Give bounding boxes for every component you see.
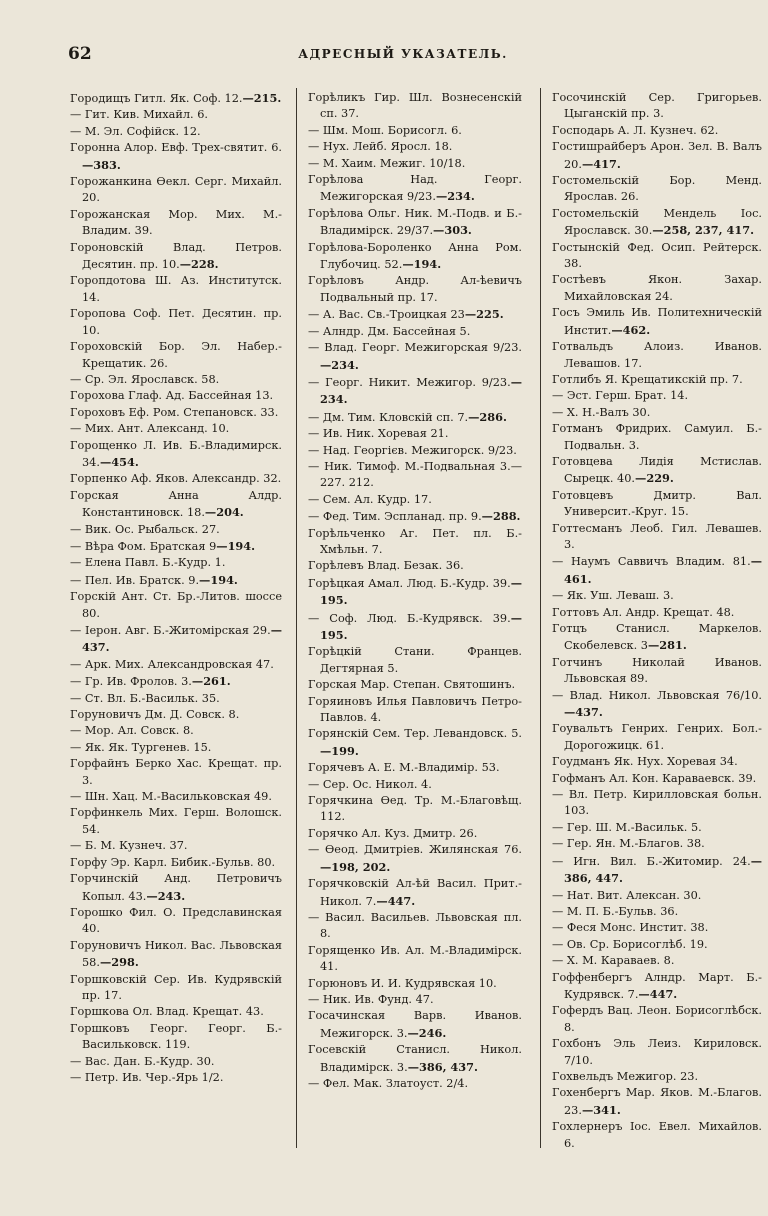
directory-entry: Горфинкель Мих. Герш. Волошск. 54. — [70, 806, 282, 836]
directory-entry: Гоффенбергъ Алндр. Март. Б.-Кудрявск. 7.—447. — [552, 970, 762, 1001]
directory-entry: — Фел. Мак. Златоуст. 2/4. — [308, 1076, 469, 1090]
directory-entry: Готтесманъ Леоб. Гил. Левашев. 3. — [552, 521, 762, 551]
directory-entry: Горященко Ив. Ал. М.-Владимірск. 41. — [308, 943, 522, 974]
directory-entry: Готовцева Лидія Мстислав. Сырецк. 40.—229. — [552, 454, 762, 486]
directory-entry: — Нат. Вит. Алексан. 30. — [552, 888, 702, 902]
directory-entry: Гостомельскій Бор. Менд. Ярослав. 26. — [552, 174, 762, 204]
directory-entry: — Шм. Мош. Борисогл. 6. — [308, 123, 462, 137]
directory-entry: Горюновъ И. И. Кудрявская 10. — [308, 976, 497, 990]
directory-entry: Госочинскій Сер. Григорьев. Цыганскій пр. 3. — [552, 91, 762, 121]
directory-entry: — Гер. Ш. М.-Васильк. 5. — [552, 820, 702, 834]
directory-entry: — Над. Георгієв. Межигорск. 9/23. — [308, 443, 517, 457]
directory-entry: Горячко Ал. Куз. Дмитр. 26. — [308, 826, 478, 840]
directory-entry: — М. П. Б.-Бульв. 36. — [552, 904, 679, 918]
directory-entry: Горпенко Аф. Яков. Александр. 32. — [70, 472, 282, 486]
directory-entry: Готманъ Фридрих. Самуил. Б.-Подвальн. 3. — [552, 422, 762, 452]
directory-entry: — Елена Павл. Б.-Кудр. 1. — [70, 556, 226, 570]
directory-entry: Горѣльченко Аг. Пет. пл. Б.-Хмѣльн. 7. — [308, 526, 522, 556]
directory-entry: Горѣцкая Амал. Люд. Б.-Кудр. 39.—195. — [308, 575, 522, 608]
directory-entry: Горячкина Өед. Тр. М.-Благовѣщ. 112. — [308, 794, 522, 824]
directory-entry: — Наумъ Саввичъ Владим. 81.—461. — [552, 554, 762, 586]
directory-entry: — Х. М. Караваев. 8. — [552, 954, 675, 968]
directory-entry: Госевскій Станисл. Никол. Владимірск. 3.—386, 437. — [308, 1043, 522, 1074]
directory-entry: Горфу Эр. Карл. Бибик.-Бульв. 80. — [70, 855, 276, 869]
page-header — [68, 44, 738, 68]
directory-entry: — Пел. Ив. Братск. 9.—194. — [70, 572, 238, 587]
directory-entry: — М. Хаим. Межиг. 10/18. — [308, 156, 466, 170]
directory-entry: Гостомельскій Мендель Іос. Ярославск. 30.—258, 237, 417. — [552, 206, 762, 238]
directory-entry: Горфайнъ Берко Хас. Крещат. пр. 3. — [70, 757, 282, 787]
directory-entry: Горшковъ Георг. Георг. Б.-Васильковск. 119. — [70, 1021, 282, 1052]
directory-entry: — Дм. Тим. Кловскій сп. 7.—286. — [308, 409, 507, 424]
directory-entry: Горопова Соф. Пет. Десятин. пр. 10. — [70, 307, 282, 337]
directory-entry: — Іерон. Авг. Б.-Житомірская 29.—437. — [70, 623, 282, 655]
directory-entry: Горуновичъ Дм. Д. Совск. 8. — [70, 708, 240, 722]
directory-entry: Горохова Глаф. Ад. Бассейная 13. — [70, 389, 274, 403]
directory-entry: Гохлернеръ Іос. Евел. Михайлов. 6. — [552, 1120, 762, 1150]
directory-entry: — Як. Як. Тургенев. 15. — [70, 740, 212, 754]
column-1 — [70, 90, 282, 1086]
directory-entry: Госъ Эмиль Ив. Политехническій Инстит.—462. — [552, 306, 762, 337]
directory-entry: Готчинъ Николай Иванов. Львовская 89. — [552, 655, 762, 686]
directory-entry: — Фед. Тим. Эспланад. пр. 9.—288. — [308, 509, 521, 524]
directory-entry: — Як. Уш. Леваш. 3. — [552, 589, 674, 603]
directory-entry: Гохенбергъ Мар. Яков. М.-Благов. 23.—341. — [552, 1086, 762, 1117]
directory-entry: Господарь А. Л. Кузнеч. 62. — [552, 123, 719, 137]
directory-entry: — Петр. Ив. Чер.-Ярь 1/2. — [70, 1070, 224, 1084]
directory-entry: Горуновичъ Никол. Вас. Львовская 58.—298. — [70, 938, 282, 970]
directory-entry: — Васил. Васильев. Львовская пл. 8. — [308, 910, 522, 941]
directory-entry: Горѣликъ Гир. Шл. Вознесенскій сп. 37. — [308, 91, 522, 121]
directory-entry: Гоувальтъ Генрих. Генрих. Бол.-Дорогожицк. 61. — [552, 722, 762, 752]
directory-entry: — Сер. Ос. Никол. 4. — [308, 777, 432, 791]
directory-entry: — А. Вас. Св.-Троицкая 23—225. — [308, 307, 504, 322]
directory-entry: — Георг. Никит. Межигор. 9/23.—234. — [308, 374, 522, 407]
directory-entry: — Мор. Ал. Совск. 8. — [70, 724, 194, 738]
directory-entry: — Вѣра Фом. Братская 9—194. — [70, 538, 256, 553]
directory-entry: — Шн. Хац. М.-Васильковская 49. — [70, 790, 272, 804]
directory-entry: Гохбонъ Эль Леиз. Кириловск. 7/10. — [552, 1037, 762, 1067]
directory-entry: Готтовъ Ал. Андр. Крещат. 48. — [552, 605, 735, 619]
directory-entry: Горская Анна Алдр. Константиновск. 18.—204. — [70, 488, 282, 520]
directory-entry: Гороновскій Влад. Петров. Десятин. пр. 10.—228. — [70, 240, 282, 272]
directory-entry: Гофердъ Вац. Леон. Борисоглѣбск. 8. — [552, 1004, 762, 1034]
directory-entry: — Вик. Ос. Рыбальск. 27. — [70, 522, 220, 536]
directory-entry: — Влад. Никол. Львовская 76/10.—437. — [552, 688, 762, 720]
directory-entry: — Арк. Мих. Александровская 47. — [70, 657, 274, 671]
directory-entry: — Гит. Кив. Михайл. 6. — [70, 108, 209, 122]
directory-entry: — М. Эл. Софійск. 12. — [70, 124, 201, 138]
directory-entry: — Нух. Лейб. Яросл. 18. — [308, 140, 453, 154]
column-3 — [552, 90, 762, 1152]
directory-entry: Горѣцкій Стани. Францев. Дегтярная 5. — [308, 645, 522, 675]
directory-entry: Горѣлова-Бороленко Анна Ром. Глубочиц. 52.—194. — [308, 240, 522, 272]
directory-entry: — Б. М. Кузнеч. 37. — [70, 839, 188, 853]
directory-entry: — Гер. Ян. М.-Благов. 38. — [552, 837, 705, 851]
directory-entry: — Сем. Ал. Кудр. 17. — [308, 492, 432, 506]
directory-entry: Горяиновъ Илья Павловичъ Петро-Павлов. 4. — [308, 694, 522, 725]
directory-entry: — Вл. Петр. Кирилловская больн. 103. — [552, 788, 762, 818]
directory-entry: Гостѣевъ Якон. Захар. Михайловская 24. — [552, 273, 762, 303]
column-2 — [308, 90, 522, 1092]
directory-entry: Горожанская Мор. Мих. М.-Владим. 39. — [70, 207, 282, 238]
directory-entry: — Ст. Вл. Б.-Васильк. 35. — [70, 691, 220, 705]
directory-entry: Гостынскій Фед. Осип. Рейтерск. 38. — [552, 240, 762, 271]
directory-entry: — Гр. Ив. Фролов. 3.—261. — [70, 674, 231, 689]
directory-entry: Готлибъ Я. Крещатикскій пр. 7. — [552, 372, 743, 386]
running-title: АДРЕСНЫЙ УКАЗАТЕЛЬ. — [298, 47, 508, 61]
directory-entry: Готовцевъ Дмитр. Вал. Университ.-Круг. 15. — [552, 488, 762, 519]
directory-entry: Горѣловъ Андр. Ал-ѣевичъ Подвальный пр. 17. — [308, 274, 522, 304]
directory-entry: — Ив. Ник. Хоревая 21. — [308, 427, 449, 441]
directory-entry: Гохвельдъ Межигор. 23. — [552, 1069, 699, 1083]
directory-entry: Готвальдъ Алоиз. Иванов. Левашов. 17. — [552, 340, 762, 370]
directory-entry: Горопдотова Ш. Аз. Институтск. 14. — [70, 274, 282, 304]
directory-entry: Городищъ Гитл. Як. Соф. 12.—215. — [70, 91, 282, 105]
directory-entry: Готцъ Станисл. Маркелов. Скобелевск. 3—281. — [552, 622, 762, 653]
directory-entry: Гофманъ Ал. Кон. Караваевск. 39. — [552, 771, 757, 785]
directory-entry: Горонна Алор. Евф. Трех-святит. 6. —383. — [70, 141, 282, 172]
directory-entry: — Соф. Люд. Б.-Кудрявск. 39.—195. — [308, 610, 522, 642]
directory-entry: — Мих. Ант. Александ. 10. — [70, 422, 230, 436]
directory-entry: Гороховъ Еф. Ром. Степановск. 33. — [70, 405, 279, 419]
directory-entry: — Алндр. Дм. Бассейная 5. — [308, 324, 471, 338]
directory-entry: Горѣлова Над. Георг. Межигорская 9/23.—234. — [308, 173, 522, 204]
directory-entry: Горячковскій Ал-ѣй Васил. Прит.-Никол. 7.—447. — [308, 877, 522, 908]
directory-entry: — Ник. Тимоф. М.-Подвальная 3.—227. 212. — [308, 459, 522, 490]
directory-entry: Горѣлевъ Влад. Безак. 36. — [308, 559, 464, 573]
directory-entry: — Феся Монс. Инстит. 38. — [552, 921, 709, 935]
directory-entry: — Ср. Эл. Ярославск. 58. — [70, 372, 220, 386]
directory-entry: Горѣлова Ольг. Ник. М.-Подв. и Б.-Владимірск. 29/37.—303. — [308, 206, 522, 238]
directory-entry: Горощенко Л. Ив. Б.-Владимирск. 34.—454. — [70, 438, 282, 469]
directory-entry: — Эст. Герш. Брат. 14. — [552, 389, 689, 403]
directory-entry: Горскій Ант. Ст. Бр.-Литов. шоссе 80. — [70, 590, 282, 620]
directory-entry: — Игн. Вил. Б.-Житомир. 24.—386, 447. — [552, 853, 762, 886]
column-divider — [540, 88, 541, 1148]
column-divider — [296, 88, 297, 1148]
directory-entry: Горячевъ А. Е. М.-Владимір. 53. — [308, 761, 500, 775]
directory-entry: Горшковскій Сер. Ив. Кудрявскій пр. 17. — [70, 972, 282, 1002]
directory-entry: Горчинскій Анд. Петровичъ Копыл. 43.—243. — [70, 872, 282, 903]
directory-entry: Гостишрайберъ Арон. Зел. В. Валъ 20.—417. — [552, 140, 762, 171]
directory-entry: Гороховскій Бор. Эл. Набер.-Крещатик. 26. — [70, 340, 282, 370]
directory-entry: Горожанкина Өекл. Серг. Михайл. 20. — [70, 175, 282, 205]
directory-entry: Горошко Фил. О. Предславинская 40. — [70, 905, 282, 936]
directory-entry: — Ник. Ив. Фунд. 47. — [308, 992, 434, 1006]
directory-entry: Горянскій Сем. Тер. Левандовск. 5.—199. — [308, 727, 522, 758]
directory-entry: Горская Мар. Степан. Святошинъ. — [308, 678, 516, 692]
directory-entry: Горшкова Ол. Влад. Крещат. 43. — [70, 1005, 264, 1019]
page-number: 62 — [68, 44, 92, 64]
directory-entry: — Х. Н.-Валъ 30. — [552, 405, 651, 419]
directory-entry: — Өеод. Дмитріев. Жилянская 76.—198, 202. — [308, 843, 522, 874]
directory-entry: Госачинская Варв. Иванов. Межигорск. 3.—246. — [308, 1009, 522, 1040]
directory-entry: — Вас. Дан. Б.-Кудр. 30. — [70, 1054, 215, 1068]
directory-entry: Гоудманъ Як. Нух. Хоревая 34. — [552, 755, 738, 769]
directory-entry: — Ов. Ср. Борисоглѣб. 19. — [552, 937, 708, 951]
directory-entry: — Влад. Георг. Межигорская 9/23.—234. — [308, 341, 522, 372]
